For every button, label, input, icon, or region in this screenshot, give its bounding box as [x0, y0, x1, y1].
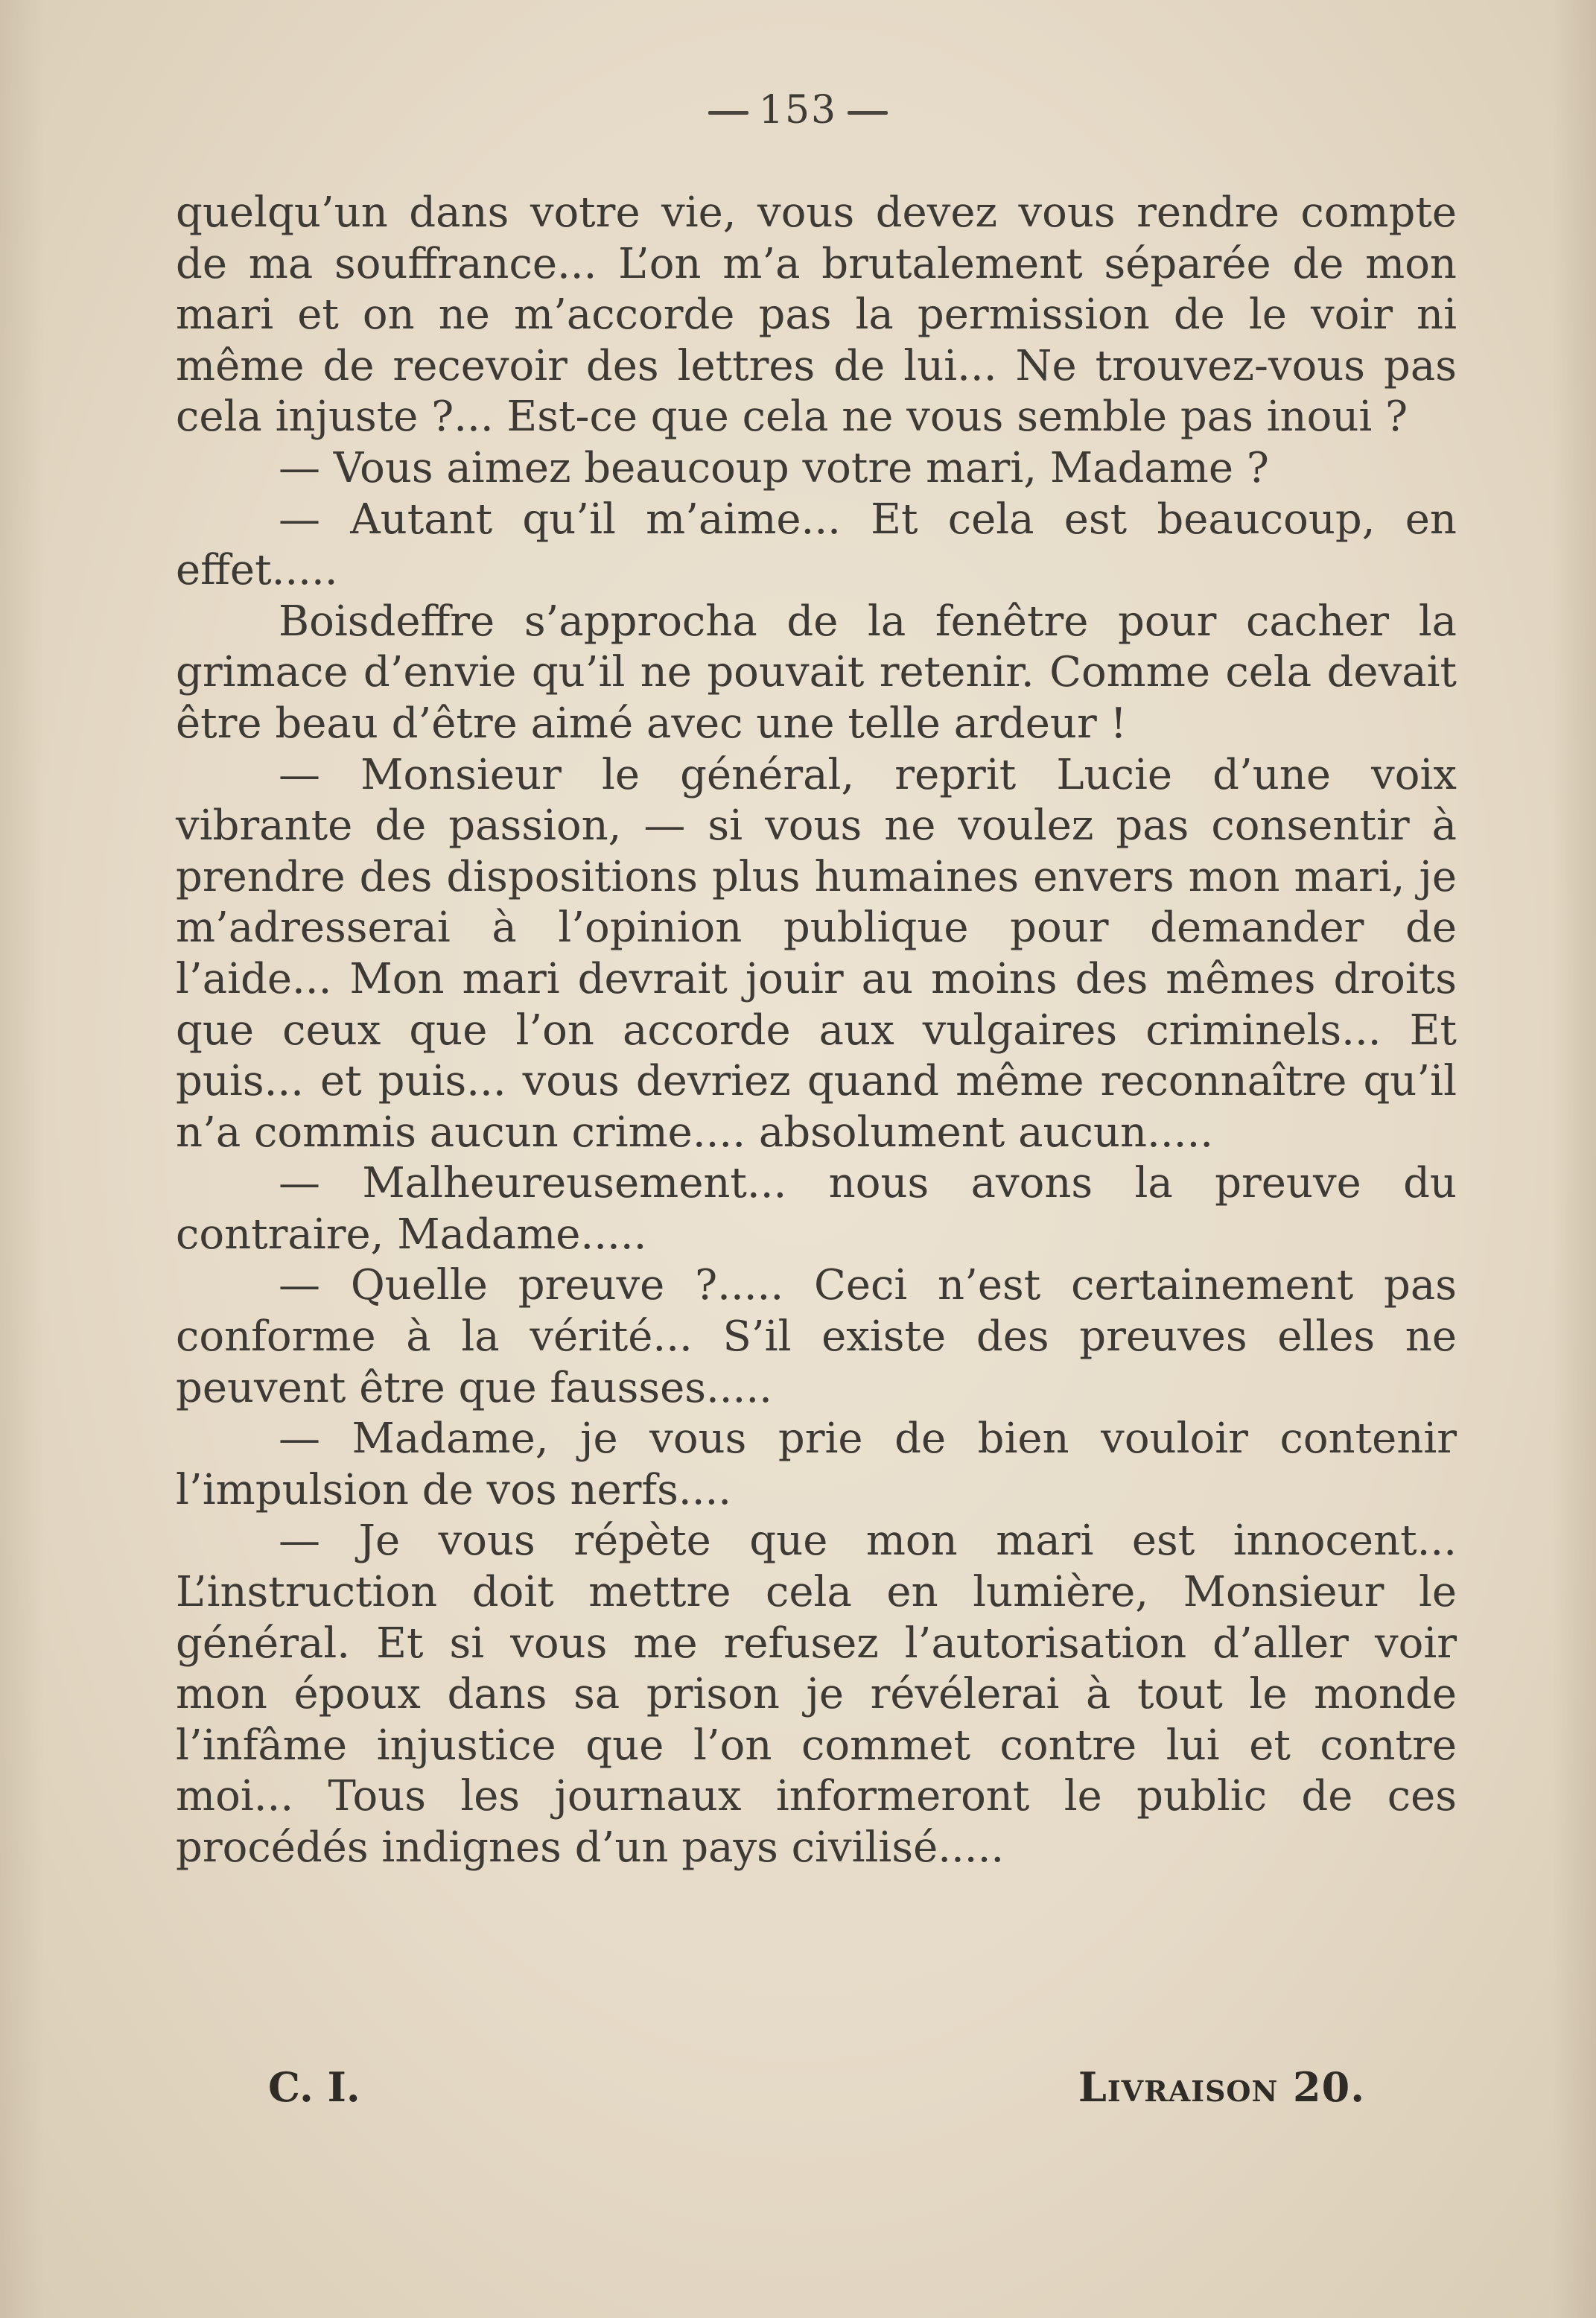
paragraph: — Vous aimez beaucoup votre mari, Madame ?: [279, 443, 1269, 492]
left-edge-shading: [0, 0, 45, 2318]
paragraph: — Autant qu’il m’aime... Et cela est beaucoup, en effet.....: [176, 495, 1457, 595]
page-number-header: [0, 88, 1596, 133]
footer-signature: C. I.: [268, 2063, 360, 2111]
paragraph: Boisdeffre s’approcha de la fenêtre pour cacher la grimace d’envie qu’il ne pouvait retenir. Comme cela devait être beau d’être aimé avec une telle ardeur !: [176, 597, 1457, 748]
page-number: 153: [758, 88, 838, 133]
body-text: [176, 188, 1457, 1874]
right-ornament-dash: [848, 111, 888, 115]
paragraph: — Madame, je vous prie de bien vouloir contenir l’impulsion de vos nerfs....: [176, 1414, 1457, 1514]
paragraph: — Malheureusement... nous avons la preuve du contraire, Madame.....: [176, 1159, 1457, 1259]
right-edge-shading: [1551, 0, 1596, 2318]
paragraph: quelqu’un dans votre vie, vous devez vous rendre compte de ma souffrance... L’on m’a brutalement séparée de mon mari et on ne m’accorde pas la permission de le voir ni même de recevoir des lettres de lui... Ne trouvez-vous pas cela injuste ?... Est-ce que cela ne vous semble pas inoui ?: [176, 188, 1457, 442]
left-ornament-dash: [708, 111, 748, 115]
paragraph: — Quelle preuve ?..... Ceci n’est certainement pas conforme à la vérité... S’il existe des preuves elles ne peuvent être que fausses.....: [176, 1261, 1457, 1412]
paragraph: — Monsieur le général, reprit Lucie d’une voix vibrante de passion, — si vous ne voulez pas consentir à prendre des dispositions plus humaines envers mon mari, je m’adresserai à l’opinion publique pour demander de l’aide... Mon mari devrait jouir au moins des mêmes droits que ceux que l’on accorde aux vulgaires criminels... Et puis... et puis... vous devriez quand même reconnaître qu’il n’a commis aucun crime.... absolument aucun.....: [176, 750, 1457, 1157]
paragraph: — Je vous répète que mon mari est innocent... L’instruction doit mettre cela en lumière, Monsieur le général. Et si vous me refusez l’autorisation d’aller voir mon époux dans sa prison je révélerai à tout le monde l’infâme injustice que l’on commet contre lui et contre moi... Tous les journaux informeront le public de ces procédés indignes d’un pays civilisé.....: [176, 1517, 1457, 1872]
page-footer: [0, 2063, 1596, 2123]
footer-livraison: Livraison 20.: [1078, 2063, 1365, 2111]
